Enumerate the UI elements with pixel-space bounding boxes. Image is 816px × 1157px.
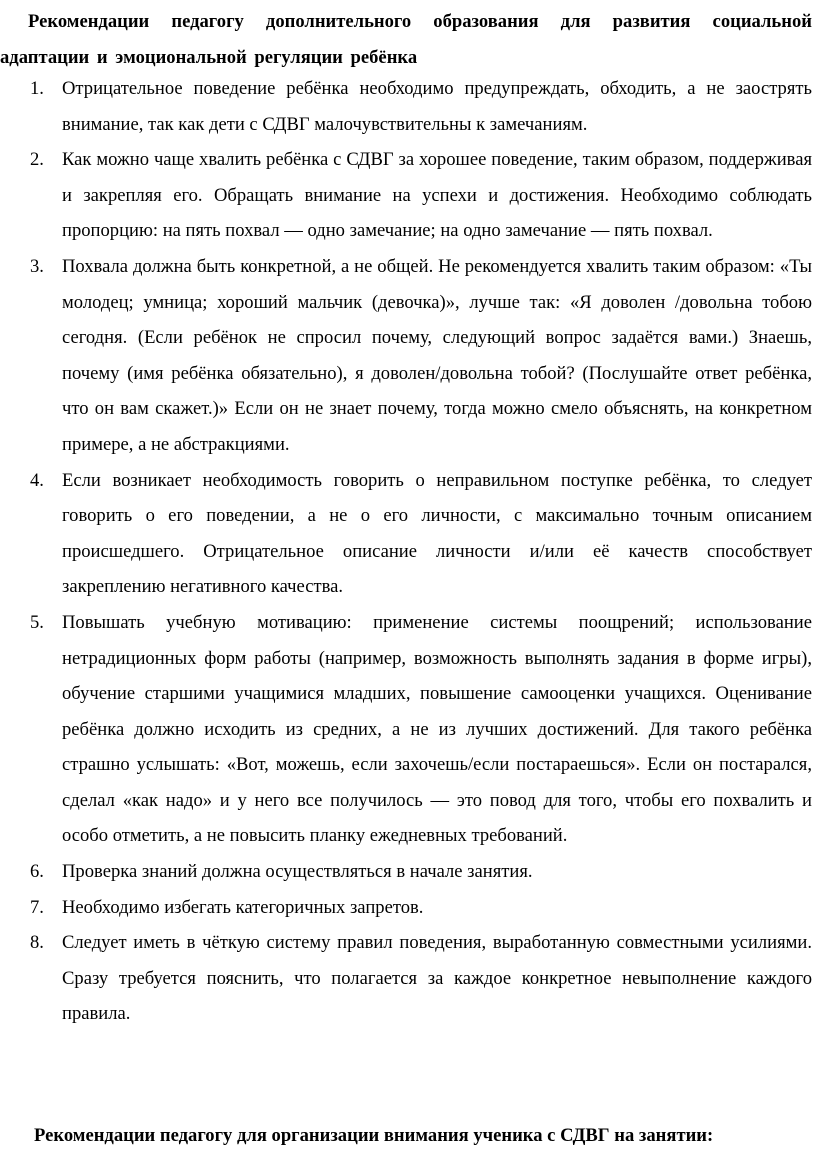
list-item-text: Следует иметь в чёткую систему правил поведения, выработанную совместными усилиями. Сразу требуется пояснить, что полагается за каждое конкретное невыполнение каждого правила. [62, 932, 812, 1025]
list-item-number: 3. [30, 255, 44, 277]
list-item-number: 5. [30, 611, 44, 633]
list-item-text: Похвала должна быть конкретной, а не общей. Не рекомендуется хвалить таким образом: «Ты молодец; умница; хороший мальчик (девочка)», лучше так: «Я доволен /довольна тобою сегодня. (Если ребёнок не спросил почему, следующий вопрос задаётся вами.) Знаешь, почему (имя ребёнка обязательно), я доволен/довольна тобой? (Послушайте ответ ребёнка, что он вам скажет.)» Если он не знает почему, тогда можно смело объяснять, на конкретном примере, а не абстракциями. [62, 255, 812, 455]
list-item-2 [0, 142, 812, 249]
recommendations-list [0, 71, 812, 1032]
list-item-8 [0, 925, 812, 1032]
list-item-text: Отрицательное поведение ребёнка необходимо предупреждать, обходить, а не заострять внимание, так как дети с СДВГ малочувствительны к замечаниям. [62, 78, 812, 135]
list-item-text: Повышать учебную мотивацию: применение системы поощрений; использование нетрадиционных форм работы (например, возможность выполнять задания в форме игры), обучение старшими учащимися младших, повышение самооценки учащихся. Оценивание ребёнка должно исходить из средних, а не из лучших достижений. Для такого ребёнка страшно услышать: «Вот, можешь, если захочешь/если постараешься». Если он постарался, сделал «как надо» и у него все получилось — это повод для того, чтобы его похвалить и особо отметить, а не повысить планку ежедневных требований. [62, 611, 812, 847]
list-item-number: 6. [30, 861, 44, 883]
list-item-1 [0, 71, 812, 142]
list-item-number: 8. [30, 932, 44, 954]
list-item-number: 7. [30, 896, 44, 918]
list-item-3 [0, 249, 812, 463]
list-item-text: Если возникает необходимость говорить о неправильном поступке ребёнка, то следует говорить о его поведении, а не о его личности, с максимально точным описанием происшедшего. Отрицательное описание личности и/или её качеств способствует закреплению негативного качества. [62, 469, 812, 598]
document-title: Рекомендации педагогу дополнительного образования для развития социальной адаптации и эмоциональной регуляции ребёнка [0, 11, 812, 68]
list-item-number: 2. [30, 149, 44, 171]
list-item-6 [0, 854, 812, 890]
list-item-4 [0, 463, 812, 605]
list-item-number: 4. [30, 469, 44, 491]
list-item-text: Проверка знаний должна осуществляться в начале занятия. [62, 861, 533, 883]
list-item-text: Как можно чаще хвалить ребёнка с СДВГ за хорошее поведение, таким образом, поддерживая и закрепляя его. Обращать внимание на успехи и достижения. Необходимо соблюдать пропорцию: на пять похвал — одно замечание; на одно замечание — пять похвал. [62, 149, 812, 242]
list-item-5 [0, 605, 812, 854]
list-item-7 [0, 890, 812, 926]
list-item-text: Необходимо избегать категоричных запретов. [62, 896, 424, 918]
section-subtitle: Рекомендации педагогу для организации внимания ученика с СДВГ на занятии: [34, 1125, 714, 1146]
list-item-number: 1. [30, 78, 44, 99]
